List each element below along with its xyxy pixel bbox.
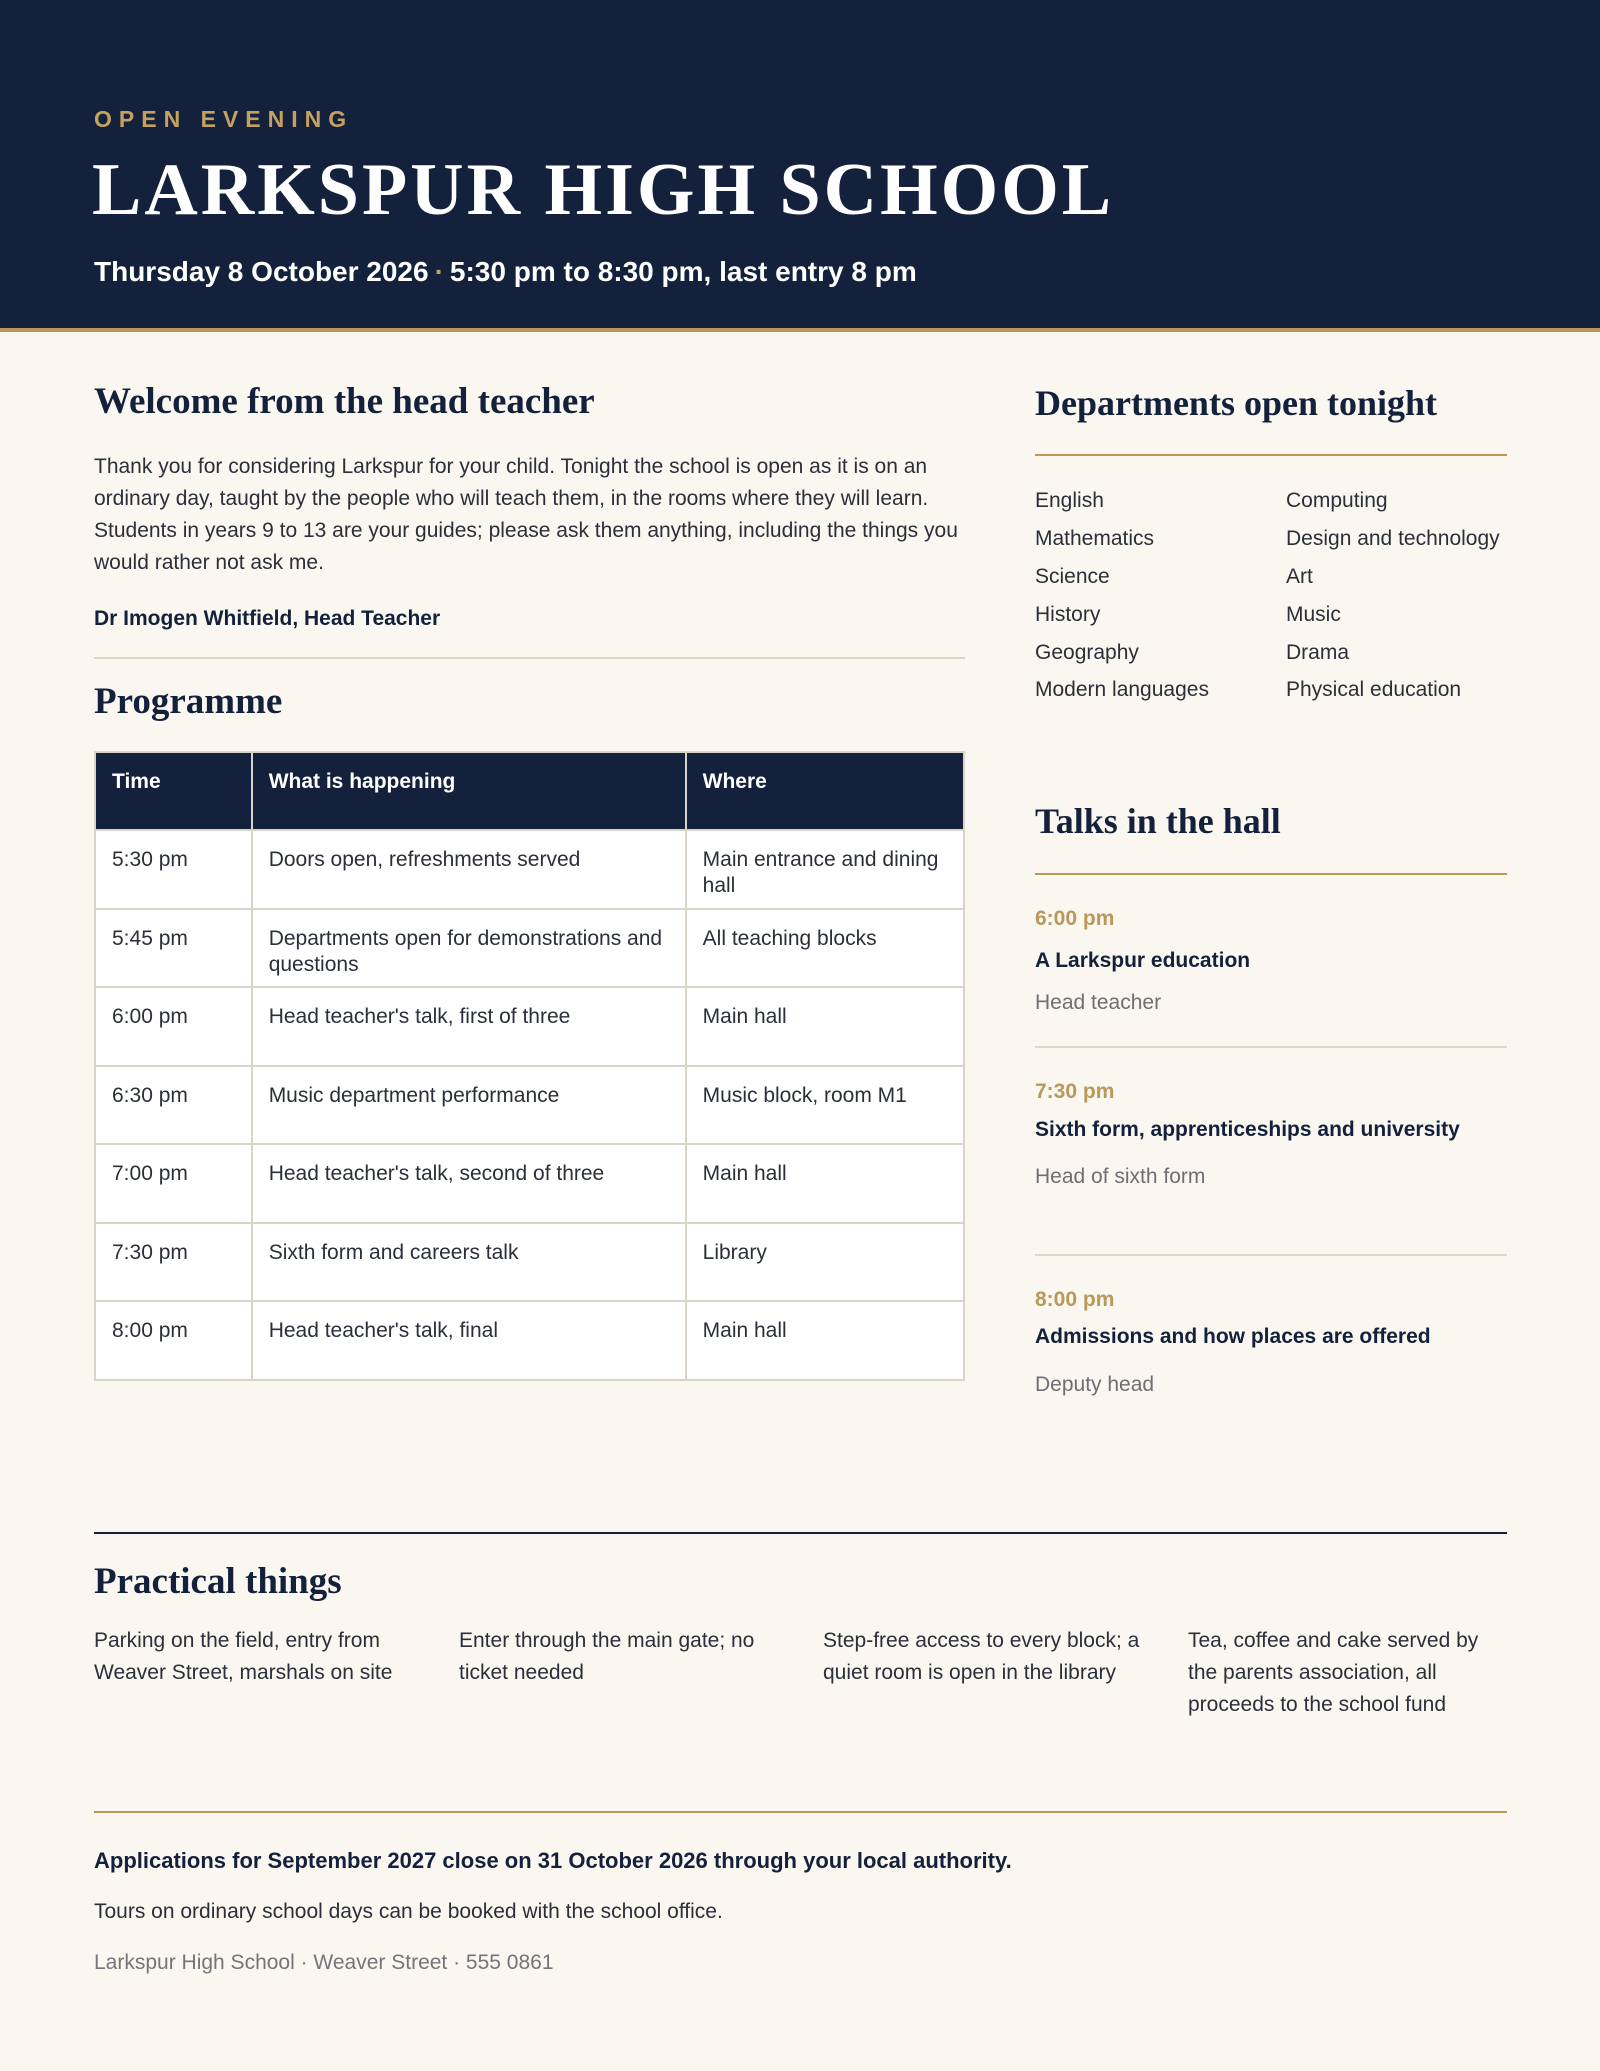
table-row: [95, 1144, 964, 1223]
column-header-time: Time: [95, 752, 252, 830]
practical-item: Parking on the field, entry from Weaver Street, marshals on site: [94, 1629, 393, 1684]
column-header-activity: What is happening: [252, 752, 686, 830]
talk-time: 6:00 pm: [1035, 907, 1115, 930]
cell-activity: Music department performance: [252, 1066, 686, 1145]
department-item: English: [1035, 489, 1104, 512]
talk-title: Admissions and how places are offered: [1035, 1325, 1431, 1348]
table-header-row: [95, 752, 964, 830]
department-item: Physical education: [1286, 678, 1462, 701]
cell-time: 5:45 pm: [95, 909, 252, 988]
cell-activity: Departments open for demonstrations and questions: [252, 909, 686, 988]
welcome-divider: [94, 657, 965, 659]
cell-where: Main hall: [686, 1144, 964, 1223]
contact-line: Larkspur High School · Weaver Street · 555 0861: [94, 1951, 554, 1974]
department-item: Modern languages: [1035, 678, 1209, 701]
practical-item: Step-free access to every block; a quiet room is open in the library: [823, 1629, 1140, 1684]
department-item: Mathematics: [1035, 527, 1155, 550]
footer-rule: [94, 1811, 1507, 1813]
cell-activity: Head teacher's talk, first of three: [252, 987, 686, 1066]
welcome-body: Thank you for considering Larkspur for your child. Tonight the school is open as it is on an ordinary day, taught by the people who will teach them, in the rooms where they will learn. Students in years 9 to 13 are your guides; please ask them anything, including the things you would rather not ask me.: [94, 455, 958, 574]
practical-item: Tea, coffee and cake served by the parents association, all proceeds to the school fund: [1188, 1629, 1479, 1716]
separator-dot: ·: [434, 256, 444, 287]
department-item: Art: [1286, 565, 1313, 588]
department-item: Drama: [1286, 641, 1350, 664]
column-header-where: Where: [686, 752, 964, 830]
header-banner: [0, 0, 1600, 332]
cell-where: Main hall: [686, 987, 964, 1066]
event-date: Thursday 8 October 2026: [94, 256, 429, 287]
talk-title: Sixth form, apprenticeships and university: [1035, 1118, 1460, 1141]
welcome-signature: Dr Imogen Whitfield, Head Teacher: [94, 607, 441, 630]
department-item: Geography: [1035, 641, 1139, 664]
programme-table: [94, 751, 965, 1381]
cell-time: 6:30 pm: [95, 1066, 252, 1145]
event-eyebrow: OPEN EVENING: [94, 106, 354, 132]
talk-time: 8:00 pm: [1035, 1288, 1115, 1311]
departments-rule: [1035, 454, 1507, 456]
event-times: 5:30 pm to 8:30 pm, last entry 8 pm: [449, 256, 917, 287]
cell-time: 6:00 pm: [95, 987, 252, 1066]
cell-activity: Doors open, refreshments served: [252, 830, 686, 909]
cell-where: Main hall: [686, 1301, 964, 1380]
talk-divider: [1035, 1046, 1507, 1048]
departments-heading: Departments open tonight: [1035, 383, 1437, 423]
cell-where: Music block, room M1: [686, 1066, 964, 1145]
talk-divider: [1035, 1254, 1507, 1256]
talks-rule: [1035, 873, 1507, 875]
table-row: [95, 1223, 964, 1302]
cell-time: 8:00 pm: [95, 1301, 252, 1380]
programme-heading: Programme: [94, 681, 283, 722]
cell-where: All teaching blocks: [686, 909, 964, 988]
table-row: [95, 1066, 964, 1145]
cell-activity: Head teacher's talk, final: [252, 1301, 686, 1380]
tours-note: Tours on ordinary school days can be booked with the school office.: [94, 1900, 723, 1923]
practical-item: Enter through the main gate; no ticket needed: [459, 1629, 755, 1684]
cell-time: 7:00 pm: [95, 1144, 252, 1223]
cell-activity: Sixth form and careers talk: [252, 1223, 686, 1302]
practical-rule: [94, 1532, 1507, 1534]
cell-time: 5:30 pm: [95, 830, 252, 909]
cell-where: Library: [686, 1223, 964, 1302]
talk-time: 7:30 pm: [1035, 1080, 1115, 1103]
table-row: [95, 830, 964, 909]
talks-heading: Talks in the hall: [1035, 801, 1281, 841]
school-title: LARKSPUR HIGH SCHOOL: [92, 149, 1115, 231]
practical-heading: Practical things: [94, 1561, 342, 1602]
table-row: [95, 909, 964, 988]
event-dateline: [94, 256, 917, 288]
department-item: Computing: [1286, 489, 1388, 512]
table-row: [95, 1301, 964, 1380]
department-item: Design and technology: [1286, 527, 1500, 550]
cell-where: Main entrance and dining hall: [686, 830, 964, 909]
department-item: History: [1035, 603, 1101, 626]
department-item: Science: [1035, 565, 1110, 588]
talk-title: A Larkspur education: [1035, 949, 1251, 972]
talk-speaker: Head teacher: [1035, 991, 1162, 1014]
table-row: [95, 987, 964, 1066]
cell-time: 7:30 pm: [95, 1223, 252, 1302]
department-item: Music: [1286, 603, 1341, 626]
applications-notice: Applications for September 2027 close on 31 October 2026 through your local authority.: [94, 1848, 1012, 1873]
welcome-heading: Welcome from the head teacher: [94, 381, 595, 422]
talk-speaker: Head of sixth form: [1035, 1165, 1206, 1188]
talk-speaker: Deputy head: [1035, 1373, 1155, 1396]
cell-activity: Head teacher's talk, second of three: [252, 1144, 686, 1223]
